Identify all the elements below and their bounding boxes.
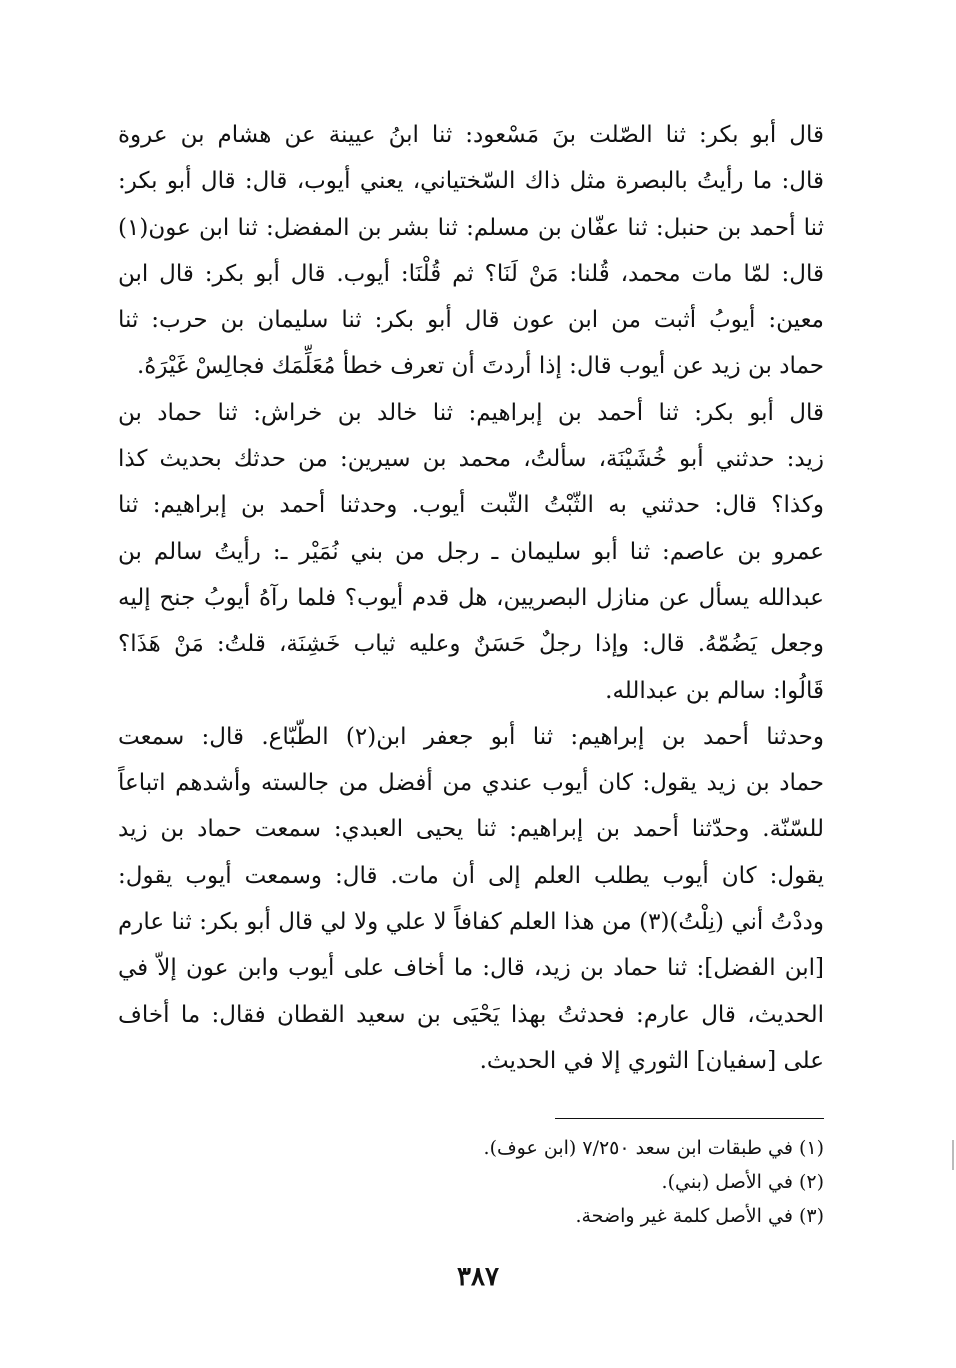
text-line: يقول: كان أيوب يطلب العلم إلى أن مات. قال: وسمعت أيوب يقول: [118,862,824,889]
text-line: قال أبو بكر: ثنا أحمد بن إبراهيم: ثنا خالد بن خراش: ثنا حماد بن [118,399,824,426]
footnote: (١) في طبقات ابن سعد ٧/٢٥٠ (ابن عوف). [483,1137,824,1159]
text-line: وجعل يَضُمّهُ. قال: وإذا رجلٌ حَسَنٌ وعليه ثياب خَشِنَة، قلتُ: مَنْ هَذَا؟ [118,631,824,658]
text-line: معين: أيوبُ أثبت من ابن عون قال أبو بكر: ثنا سليمان بن حرب: ثنا [118,307,824,334]
text-line: ثنا أحمد بن حنبل: ثنا عفّان بن مسلم: ثنا بشر بن المفضل: ثنا ابن عون(١) [118,214,824,241]
text-line: قال أبو بكر: ثنا الصّلت بنَ مَسْعود: ثنا ابنُ عيينة عن هشام بن عروة [118,122,824,148]
text-line: حماد بن زيد عن أيوب قال: إذا أردتَ أن تعرف خطأ مُعَلِّمَك فجالِسْ غَيْرَهُ. [136,353,824,380]
main-text [118,112,824,1084]
text-line: حماد بن زيد يقول: كان أيوب عندي من أفضل من جالسته وأشدهم اتباعاً [118,770,824,797]
footnote: (٢) في الأصل (بني). [661,1171,824,1193]
text-line: عمرو بن عاصم: ثنا أبو سليمان ـ رجل من بني نُمَيْر ـ: رأيتُ سالم بن [118,538,824,565]
text-line: للسّنّة. وحدّثنا أحمد بن إبراهيم: ثنا يحيى العبدي: سمعت حماد بن زيد [118,816,824,843]
footnote: (٣) في الأصل كلمة غير واضحة. [575,1205,824,1227]
text-line: قال: ما رأيتُ بالبصرة مثل ذاك السّختياني، يعني أيوب، قال: قال أبو بكر: [118,168,824,195]
text-line: قَالُوا: سالم بن عبدالله. [605,677,824,704]
footnotes [300,1131,824,1233]
text-line: قال: لمّا مات محمد، قُلنا: مَنْ لَنَا؟ ثم قُلْنَا: أيوب. قال أبو بكر: قال ابن [118,260,824,287]
footnote-separator [555,1118,824,1119]
text-line: زيد: حدثني أبو خُشَيْنَة، سألتُ، محمد بن سيرين: من حدثك بحديث كذا [118,446,824,473]
text-line: وددْتُ أني (نِلْتُ)(٣) من هذا العلم كفافاً لا علي ولا لي قال أبو بكر: ثنا عارم [118,909,824,936]
page-number: ٣٨٧ [457,1262,499,1292]
text-line: عبدالله يسأل عن منازل البصريين، هل قدم أيوب؟ فلما رآهُ أيوبُ جنح إليه [118,584,824,611]
text-line: وحدثنا أحمد بن إبراهيم: ثنا أبو جعفر ابن(٢) الطّبّاع. قال: سمعت [118,723,824,750]
text-line: [ابن الفضل]: ثنا حماد بن زيد، قال: ما أخاف على أيوب وابن عون إلاّ في [118,955,824,982]
text-line: على [سفيان] الثوري إلا في الحديث. [479,1047,824,1074]
scan-edge-mark [952,1140,954,1170]
text-line: الحديث، قال عارم: فحدثتُ بهذا يَحْيَى بن سعيد القطان فقال: ما أخاف [118,1001,824,1028]
text-line: وكذا؟ قال: حدثني به الثّبْتُ الثّبت أيوب. وحدثنا أحمد بن إبراهيم: ثنا [118,492,824,519]
